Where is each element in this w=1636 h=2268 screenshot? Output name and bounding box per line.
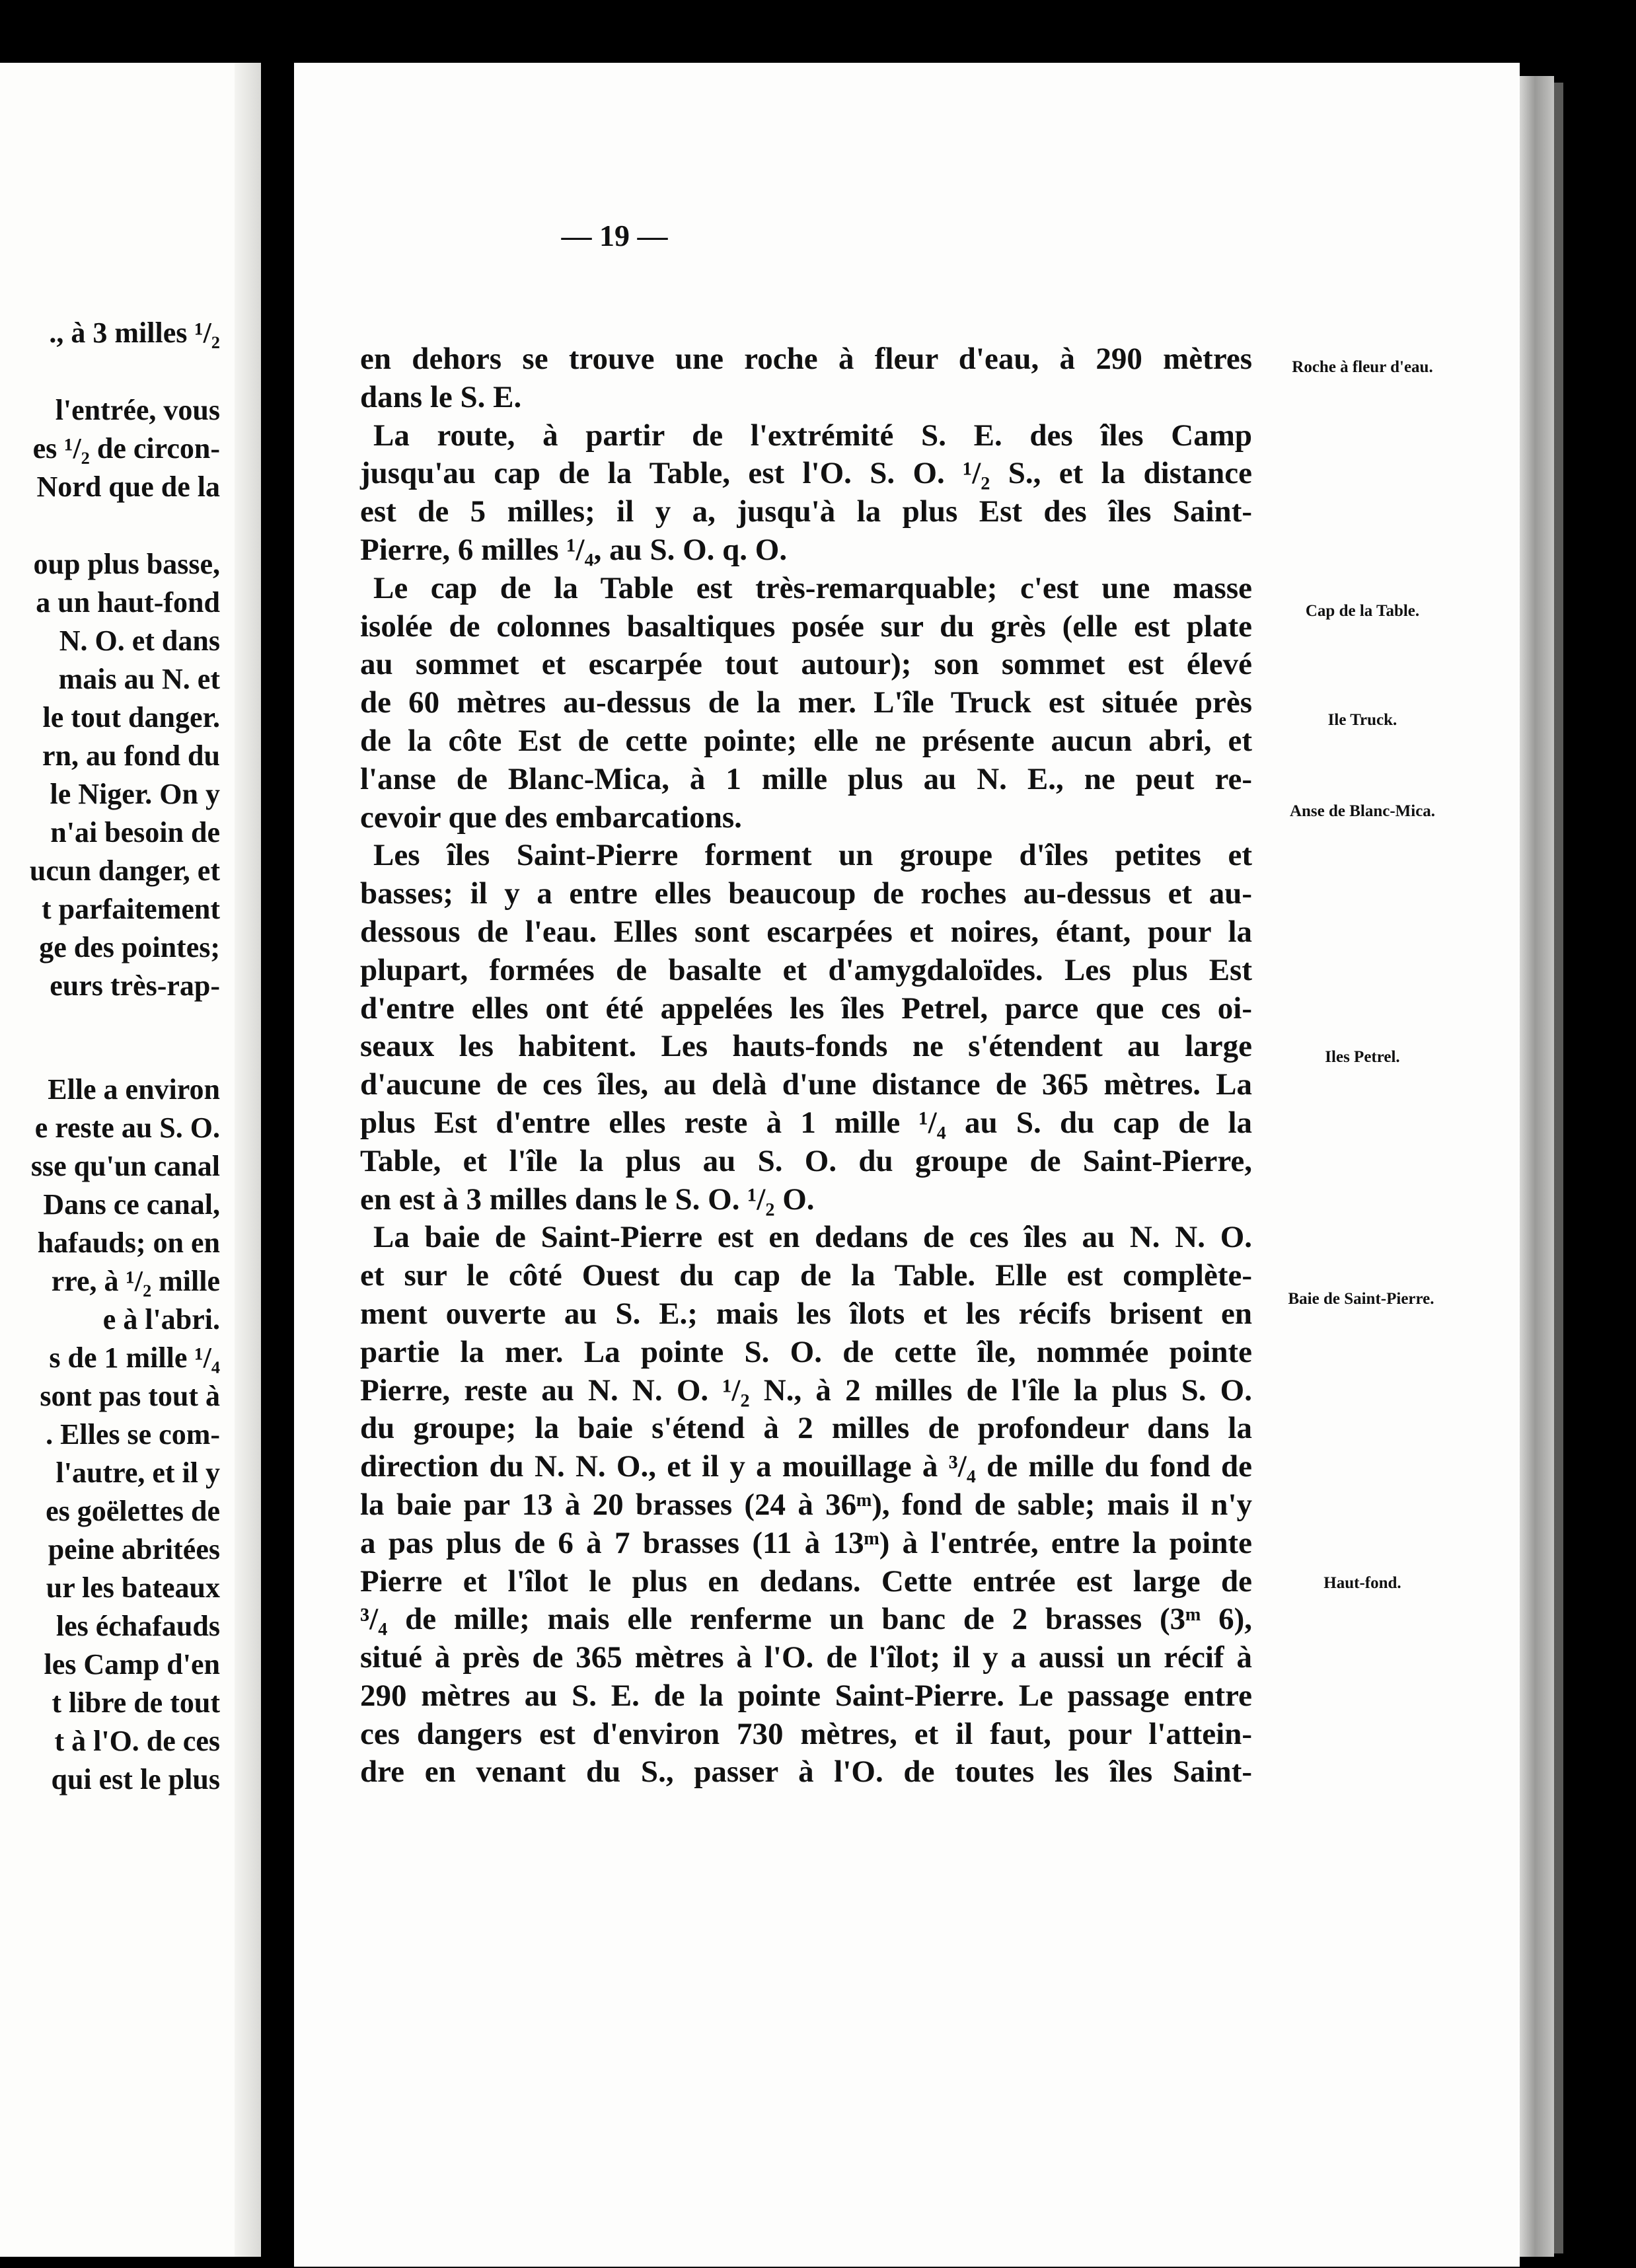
left-line: rre, à ¹/₂ mille bbox=[51, 1265, 220, 1297]
left-line: les Camp d'en bbox=[44, 1648, 220, 1681]
text-line: Pierre, reste au N. N. O. ¹/₂ N., à 2 milles de l'île la plus S. O. bbox=[360, 1373, 1252, 1408]
left-line: s de 1 mille ¹/₄ bbox=[49, 1342, 220, 1374]
text-line: partie la mer. La pointe S. O. de cette île, nommée pointe bbox=[360, 1334, 1252, 1369]
left-line: Elle a environ bbox=[48, 1073, 220, 1106]
left-line: Dans ce canal, bbox=[43, 1188, 220, 1221]
text-line: La route, à partir de l'extrémité S. E. des îles Camp bbox=[373, 418, 1252, 453]
left-line: qui est le plus bbox=[51, 1763, 220, 1796]
text-line: dans le S. E. bbox=[360, 379, 522, 414]
left-line: ., à 3 milles ¹/₂ bbox=[49, 317, 220, 349]
left-line: ur les bateaux bbox=[46, 1571, 220, 1604]
text-line: ³/₄ de mille; mais elle renferme un banc de 2 brasses (3ᵐ 6), bbox=[360, 1602, 1252, 1637]
left-line: l'autre, et il y bbox=[56, 1456, 220, 1489]
text-line: en est à 3 milles dans le S. O. ¹/₂ O. bbox=[360, 1182, 815, 1217]
text-line: 290 mètres au S. E. de la pointe Saint-Pierre. Le passage entre bbox=[360, 1678, 1252, 1713]
left-line: sse qu'un canal bbox=[30, 1150, 220, 1182]
margin-note-truck: Ile Truck. bbox=[1327, 711, 1397, 729]
left-line: eurs très-rap- bbox=[50, 969, 220, 1002]
text-line: jusqu'au cap de la Table, est l'O. S. O. ¹/₂ S., et la distance bbox=[360, 456, 1252, 491]
text-line: de 60 mètres au-dessus de la mer. L'île Truck est située près bbox=[360, 685, 1252, 720]
text-line: d'entre elles ont été appelées les îles Petrel, parce que ces oi- bbox=[360, 991, 1252, 1026]
left-line: l'entrée, vous bbox=[55, 394, 220, 426]
text-line: dessous de l'eau. Elles sont escarpées et noires, étant, pour la bbox=[360, 914, 1252, 949]
text-line: plupart, formées de basalte et d'amygdaloïdes. Les plus Est bbox=[360, 952, 1252, 987]
text-line: l'anse de Blanc-Mica, à 1 mille plus au N. E., ne peut re- bbox=[360, 761, 1252, 796]
left-page bbox=[0, 63, 261, 2257]
left-line: sont pas tout à bbox=[40, 1380, 220, 1412]
text-line: du groupe; la baie s'étend à 2 milles de profondeur dans la bbox=[360, 1411, 1252, 1446]
left-line: n'ai besoin de bbox=[50, 816, 220, 849]
text-line: est de 5 milles; il y a, jusqu'à la plus Est des îles Saint- bbox=[360, 494, 1252, 529]
margin-note-baie: Baie de Saint-Pierre. bbox=[1288, 1290, 1434, 1308]
text-line: et sur le côté Ouest du cap de la Table. Elle est complète- bbox=[360, 1258, 1252, 1293]
text-line: Pierre et l'îlot le plus en dedans. Cette entrée est large de bbox=[360, 1564, 1252, 1599]
text-line: seaux les habitent. Les hauts-fonds ne s'étendent au large bbox=[360, 1029, 1252, 1064]
left-line: e à l'abri. bbox=[102, 1303, 220, 1336]
left-line: es ¹/₂ de circon- bbox=[32, 432, 220, 465]
text-line: dre en venant du S., passer à l'O. de toutes les îles Saint- bbox=[360, 1755, 1252, 1790]
text-line: La baie de Saint-Pierre est en dedans de ces îles au N. N. O. bbox=[373, 1220, 1252, 1255]
text-line: a pas plus de 6 à 7 brasses (11 à 13ᵐ) à l'entrée, entre la pointe bbox=[360, 1525, 1252, 1560]
text-line: direction du N. N. O., et il y a mouillage à ³/₄ de mille du fond de bbox=[360, 1449, 1252, 1484]
left-line: les échafauds bbox=[56, 1610, 220, 1642]
text-line: cevoir que des embarcations. bbox=[360, 800, 742, 835]
left-line: le Niger. On y bbox=[50, 778, 220, 810]
left-line: . Elles se com- bbox=[46, 1418, 220, 1451]
left-line: hafauds; on en bbox=[37, 1227, 220, 1259]
margin-note-haut-fond: Haut-fond. bbox=[1323, 1574, 1401, 1592]
left-line: rn, au fond du bbox=[42, 739, 220, 772]
page-edge-shadow bbox=[1554, 83, 1563, 2253]
text-line: plus Est d'entre elles reste à 1 mille ¹/₄ au S. du cap de la bbox=[360, 1105, 1252, 1140]
left-line: mais au N. et bbox=[58, 663, 220, 695]
text-line: basses; il y a entre elles beaucoup de roches au-dessus et au- bbox=[360, 876, 1252, 911]
text-line: en dehors se trouve une roche à fleur d'eau, à 290 mètres bbox=[360, 342, 1252, 376]
left-line: es goëlettes de bbox=[46, 1495, 220, 1527]
margin-note-cap: Cap de la Table. bbox=[1305, 602, 1420, 620]
text-line: ces dangers est d'environ 730 mètres, et il faut, pour l'attein- bbox=[360, 1716, 1252, 1751]
text-line: isolée de colonnes basaltiques posée sur du grès (elle est plate bbox=[360, 609, 1252, 644]
page-edge bbox=[1520, 76, 1554, 2257]
left-line: ge des pointes; bbox=[39, 931, 220, 964]
left-line: peine abritées bbox=[48, 1533, 220, 1566]
left-line: le tout danger. bbox=[42, 701, 220, 734]
text-line: Les îles Saint-Pierre forment un groupe d'îles petites et bbox=[373, 838, 1252, 873]
left-page-gutter bbox=[235, 63, 261, 2257]
left-line: t libre de tout bbox=[52, 1686, 220, 1719]
margin-note-roche: Roche à fleur d'eau. bbox=[1292, 358, 1433, 376]
text-line: Table, et l'île la plus au S. O. du groupe de Saint-Pierre, bbox=[360, 1143, 1252, 1178]
left-line: oup plus basse, bbox=[33, 548, 220, 580]
left-line: Nord que de la bbox=[36, 471, 220, 503]
text-line: d'aucune de ces îles, au delà d'une distance de 365 mètres. La bbox=[360, 1067, 1252, 1102]
text-line: Pierre, 6 milles ¹/₄, au S. O. q. O. bbox=[360, 532, 788, 567]
margin-note-anse: Anse de Blanc-Mica. bbox=[1289, 802, 1436, 820]
left-line: t parfaitement bbox=[41, 893, 220, 925]
left-line: N. O. et dans bbox=[59, 624, 220, 657]
main-text bbox=[360, 340, 1252, 1792]
text-line: Le cap de la Table est très-remarquable; c'est une masse bbox=[373, 570, 1252, 605]
text-line: de la côte Est de cette pointe; elle ne présente aucun abri, et bbox=[360, 723, 1252, 758]
text-line: ment ouverte au S. E.; mais les îlots et les récifs brisent en bbox=[360, 1296, 1252, 1331]
text-line: la baie par 13 à 20 brasses (24 à 36ᵐ), fond de sable; mais il n'y bbox=[360, 1487, 1252, 1522]
text-line: situé à près de 365 mètres à l'O. de l'îlot; il y a aussi un récif à bbox=[360, 1640, 1252, 1675]
left-line: a un haut-fond bbox=[36, 586, 220, 619]
text-line: au sommet et escarpée tout autour); son sommet est élevé bbox=[360, 647, 1252, 682]
left-line: t à l'O. de ces bbox=[54, 1725, 220, 1757]
left-line: ucun danger, et bbox=[29, 854, 220, 887]
left-line: e reste au S. O. bbox=[34, 1112, 220, 1144]
margin-note-petrel: Iles Petrel. bbox=[1325, 1048, 1400, 1066]
page-number: — 19 — bbox=[561, 219, 668, 252]
